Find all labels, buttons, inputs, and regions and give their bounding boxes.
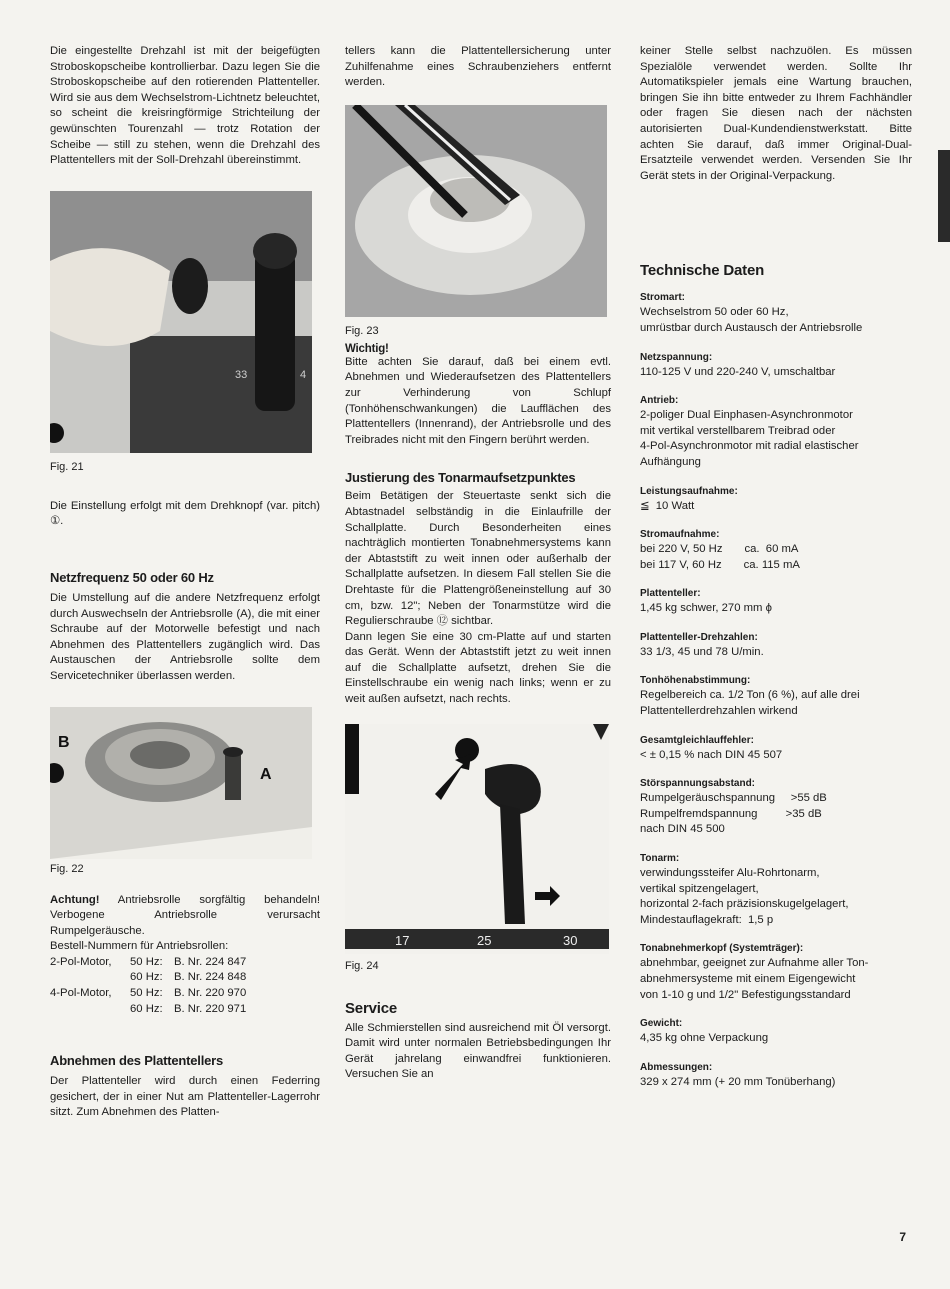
spec-value-line: Aufhängung	[640, 455, 701, 468]
bestell-cell-hz: 50 Hz:	[130, 955, 163, 968]
bestell-cell-motor	[50, 1002, 130, 1018]
col2-intro-paragraph: tellers kann die Plattentellersicherung unter Zuhilfenahme eines Schraubenziehers entfernt werden.	[345, 45, 611, 89]
spec-block	[640, 587, 912, 617]
page-edge-tab	[938, 150, 950, 242]
figure-22-caption: Fig. 22	[50, 862, 84, 875]
figure-23-photo	[345, 105, 607, 317]
spec-label: Netzspannung:	[640, 351, 713, 363]
bestell-cell-hz: 60 Hz:	[130, 971, 163, 984]
spec-value-line: abnehmersysteme mit einem Eigengewicht	[640, 973, 856, 985]
service-paragraph: Alle Schmierstellen sind ausreichend mit Öl versorgt. Damit wird unter normalen Betriebsbedingungen Ihr Gerät jahrelang einwandfrei funktionieren. Versuchen Sie an	[345, 1021, 611, 1081]
spec-label: Stromaufnahme:	[640, 529, 720, 541]
spec-value-line: Regelbereich ca. 1/2 Ton (6 %), auf alle drei	[640, 689, 860, 702]
column-3	[640, 44, 912, 1104]
spec-block	[640, 852, 912, 928]
spec-block	[640, 1017, 912, 1047]
bestell-row	[50, 970, 320, 986]
bestell-cell-nr: B. Nr. 220 971	[174, 1002, 247, 1015]
spec-value-line: 33 1/3, 45 und 78 U/min.	[640, 645, 764, 658]
spec-value-line: 4-Pol-Asynchronmotor mit radial elastischer	[640, 440, 859, 453]
figure-22	[50, 707, 312, 859]
spec-value-line: 2-poliger Dual Einphasen-Asynchronmotor	[640, 409, 853, 422]
spec-value-line: bei 117 V, 60 Hz ca. 115 mA	[640, 558, 800, 571]
wichtig-paragraph: Bitte achten Sie darauf, daß bei einem evtl. Abnehmen und Wiederaufsetzen des Plattentellers zur Verhinderung von Schlupf (Tonhöhenschwankungen) die Laufflächen des Plattentellers (Innenrand), der Antriebsrolle und des Treibrades nicht mit den Fingern berührt werden.	[345, 355, 611, 446]
spec-value-line: bei 220 V, 50 Hz ca. 60 mA	[640, 543, 799, 556]
figure-24-photo	[345, 724, 609, 954]
bestell-cell-nr: B. Nr. 224 848	[174, 971, 247, 984]
spec-label: Leistungsaufnahme:	[640, 485, 738, 497]
spec-label: Plattenteller:	[640, 588, 701, 600]
spec-label: Gesamtgleichlauffehler:	[640, 734, 754, 746]
strobe-intro-paragraph: Die eingestellte Drehzahl ist mit der beigefügten Stroboskopscheibe kontrollierbar. Dazu legen Sie die Stroboskopscheibe auf den rotierenden Plattenteller. Wird sie aus dem Wechselstrom-Lichtnetz beleuchtet, so scheint die kreisringförmige Strichteilung der gewünschten Tourenzahl — trotz Rotation der Scheibe — still zu stehen, wenn die Drehzahl des Plattentellers mit der Soll-Drehzahl übereinstimmt.	[50, 45, 320, 167]
spec-value-line: Plattentellerdrehzahlen wirkend	[640, 705, 798, 718]
figure-22-photo	[50, 707, 312, 859]
bestell-row	[50, 955, 320, 971]
figure-21-photo	[50, 191, 312, 453]
netz-heading: Netzfrequenz 50 oder 60 Hz	[50, 569, 214, 585]
bestell-heading: Bestell-Nummern für Antriebsrollen:	[50, 940, 229, 953]
spec-block	[640, 631, 912, 661]
figure-23	[345, 105, 607, 317]
spec-label: Tonarm:	[640, 853, 680, 865]
figure-21-caption: Fig. 21	[50, 460, 84, 473]
achtung-text: Antriebsrolle sorgfältig behandeln! Verbogene Antriebsrolle verursacht Rumpelgeräusche.	[50, 893, 320, 937]
spec-block	[640, 777, 912, 838]
spec-value-line: vertikal spitzengelagert,	[640, 882, 759, 895]
spec-value-line: verwindungssteifer Alu-Rohrtonarm,	[640, 867, 820, 880]
spec-value-line: umrüstbar durch Austausch der Antriebsrolle	[640, 321, 863, 334]
spec-value-line: Mindestauflagekraft: 1,5 p	[640, 913, 774, 926]
col3-intro-paragraph: keiner Stelle selbst nachzuölen. Es müssen Spezialöle verwendet werden. Sollte Ihr Automatikspieler jemals eine Wartung brauchen, bringen Sie ihn bitte entweder zu Ihrem Fachhändler oder fragen Sie diesen nach der nächsten autorisierten Dual-Kundendienstwerkstatt. Bitte achten Sie darauf, daß immer Original-Dual-Ersatzteile verwendet werden. Versenden Sie Ihr Gerät stets in der Original-Verpackung.	[640, 45, 912, 182]
tech-data-heading: Technische Daten	[640, 262, 765, 280]
spec-value-line: von 1-10 g und 1/2" Befestigungsstandard	[640, 988, 851, 1001]
fig22-label-a: A	[260, 765, 272, 783]
spec-value-line: 4,35 kg ohne Verpackung	[640, 1032, 769, 1045]
achtung-paragraph	[50, 893, 320, 940]
spec-block	[640, 528, 912, 573]
fig24-scale-17: 17	[395, 932, 410, 948]
service-heading: Service	[345, 999, 397, 1017]
spec-label: Antrieb:	[640, 395, 679, 407]
spec-block	[640, 674, 912, 719]
bestell-cell-motor: 2-Pol-Motor,	[50, 955, 112, 968]
column-2	[345, 44, 611, 1083]
bestell-row	[50, 1002, 320, 1018]
pitch-adjust-text: Die Einstellung erfolgt mit dem Drehknopf (var. pitch) ①.	[50, 499, 320, 528]
bestell-cell-hz: 60 Hz:	[130, 1002, 163, 1015]
column-1	[50, 44, 320, 1121]
figure-24	[345, 724, 609, 954]
fig22-label-b: B	[58, 733, 70, 751]
spec-label: Störspannungsabstand:	[640, 778, 756, 790]
bestell-cell-motor	[50, 970, 130, 986]
figure-21	[50, 191, 312, 453]
spec-block	[640, 734, 912, 764]
fig24-scale-25: 25	[477, 932, 492, 948]
spec-label: Tonabnehmerkopf (Systemträger):	[640, 943, 804, 955]
spec-block	[640, 351, 912, 381]
abnehmen-heading: Abnehmen des Plattentellers	[50, 1053, 224, 1069]
spec-value-line: horizontal 2-fach präzisionskugelgelagert,	[640, 898, 849, 911]
fig21-scale-label: 33	[235, 368, 248, 381]
spec-block	[640, 1061, 912, 1091]
spec-label: Abmessungen:	[640, 1061, 713, 1073]
spec-block	[640, 942, 912, 1003]
achtung-label: Achtung!	[50, 893, 100, 906]
spec-label: Tonhöhenabstimmung:	[640, 675, 751, 687]
spec-block	[640, 394, 912, 470]
spec-value-line: 110-125 V und 220-240 V, umschaltbar	[640, 365, 836, 378]
wichtig-heading: Wichtig!	[345, 342, 389, 355]
spec-value-line: < ± 0,15 % nach DIN 45 507	[640, 748, 783, 761]
bestell-cell-nr: B. Nr. 220 970	[174, 987, 247, 1000]
spec-block	[640, 291, 912, 336]
bestell-cell-nr: B. Nr. 224 847	[174, 955, 247, 968]
justierung-heading: Justierung des Tonarmaufsetzpunktes	[345, 470, 576, 486]
spec-value-line: abnehmbar, geeignet zur Aufnahme aller Ton-	[640, 957, 869, 970]
spec-label: Gewicht:	[640, 1018, 683, 1030]
spec-list	[640, 291, 912, 1090]
figure-24-caption: Fig. 24	[345, 959, 379, 972]
spec-value-line: Rumpelgeräuschspannung >55 dB	[640, 792, 827, 805]
spec-value-line: 329 x 274 mm (+ 20 mm Tonüberhang)	[640, 1075, 836, 1088]
justierung-paragraph-1: Beim Betätigen der Steuertaste senkt sich die Abtastnadel selbständig in die Einlaufrille der Schallplatte. Durch Besonderheiten eines nachträglich montierten Tonabnehmersystems kann der Abtaststift zu weit innen oder außerhalb der Schallplatte aufsetzen. In diesem Fall stellen Sie die Drehtaste für die Plattengrößeneinstellung auf 30 cm, bzw. 12"; Neben der Tonarmstütze wird die Regulierschraube ⑫ sichtbar.	[345, 490, 611, 628]
abnehmen-paragraph: Der Plattenteller wird durch einen Federring gesichert, der in einer Nut am Plattenteller-Lagerrohr sitzt. Zum Abnehmen des Platten-	[50, 1075, 320, 1119]
justierung-paragraph-2: Dann legen Sie eine 30 cm-Platte auf und starten das Gerät. Wenn der Abtaststift jetzt zu weit innen auf die Schallplatte aufsetzt, drehen Sie die Einstellschraube ein wenig nach links; wenn er zu weit außen aufsetzt, nach rechts.	[345, 630, 611, 706]
spec-value-line: mit vertikal verstellbarem Treibrad oder	[640, 424, 836, 437]
page-number: 7	[899, 1230, 906, 1244]
figure-23-caption: Fig. 23	[345, 324, 379, 337]
bestell-cell-motor: 4-Pol-Motor,	[50, 987, 112, 1000]
spec-value-line: ≦ 10 Watt	[640, 499, 695, 512]
bestell-cell-hz: 50 Hz:	[130, 987, 163, 1000]
spec-block	[640, 485, 912, 515]
fig21-scale-label-2: 4	[300, 368, 307, 381]
spec-value-line: nach DIN 45 500	[640, 823, 725, 836]
spec-value-line: Rumpelfremdspannung >35 dB	[640, 807, 822, 820]
spec-value-line: 1,45 kg schwer, 270 mm ϕ	[640, 602, 772, 615]
netz-paragraph: Die Umstellung auf die andere Netzfrequenz erfolgt durch Auswechseln der Antriebsrolle (A), die mit einer Schraube auf der Motorwelle befestigt und nach Abnehmen des Plattentellers zugänglich wird. Das Austauschen der Antriebsrolle sollte dem Servicetechniker überlassen werden.	[50, 591, 320, 682]
spec-value-line: Wechselstrom 50 oder 60 Hz,	[640, 306, 789, 319]
fig24-scale-30: 30	[563, 932, 578, 948]
spec-label: Stromart:	[640, 292, 686, 304]
bestell-row	[50, 986, 320, 1002]
bestell-table	[50, 955, 320, 1017]
spec-label: Plattenteller-Drehzahlen:	[640, 631, 758, 643]
